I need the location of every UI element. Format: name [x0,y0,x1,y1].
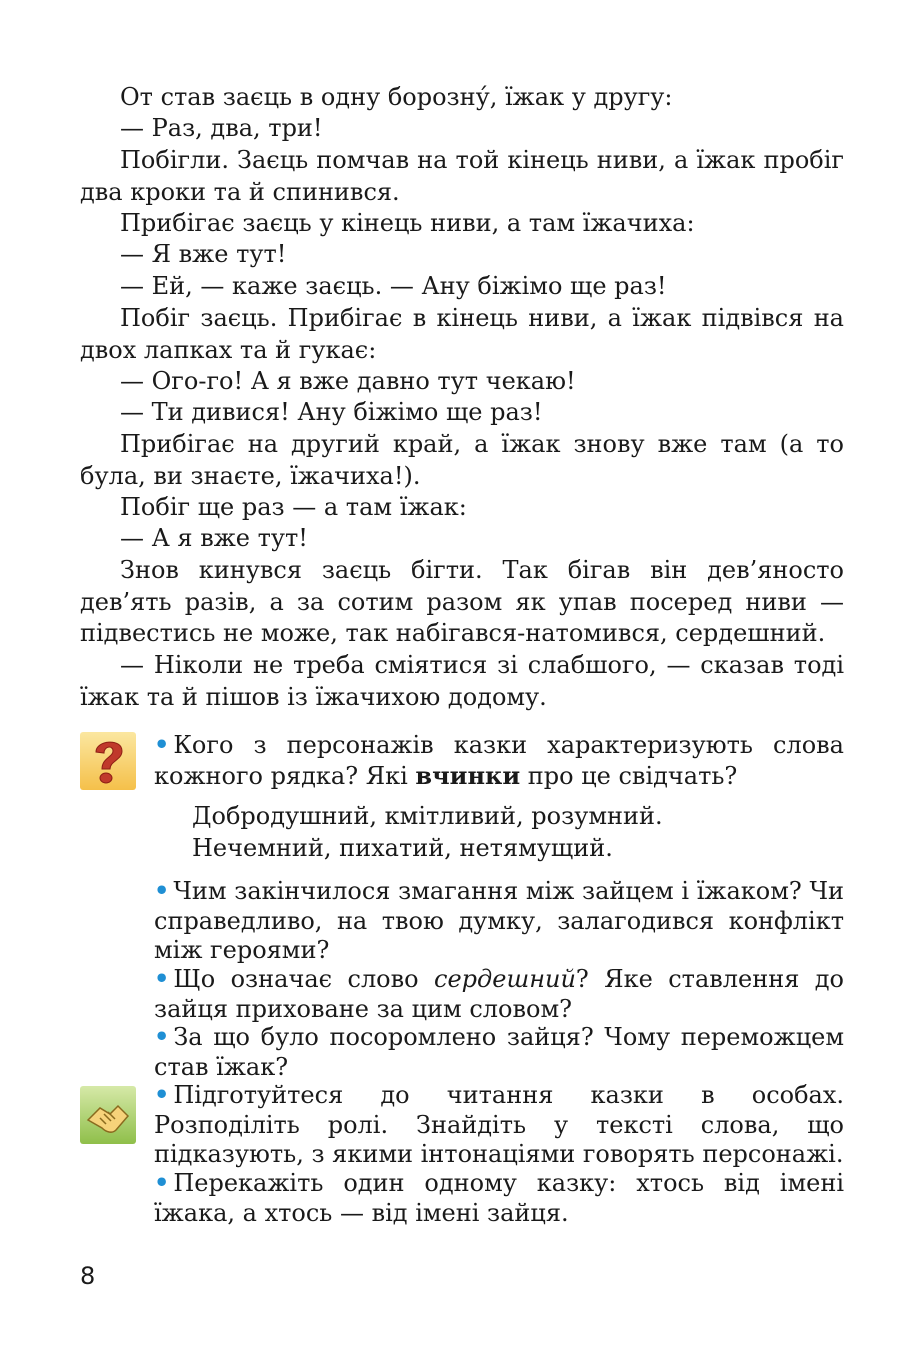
quote-line: Добродушний, кмітливий, розумний. [192,802,663,830]
question-1: • Кого з персонажів казки характеризують слова кожного рядка? Які вчинки про це свідчать? [154,730,844,790]
quote-line: Нечемний, пихатий, нетямущий. [192,834,613,862]
story-line: — А я вже тут! [120,524,308,552]
story-paragraph: Знов кинувся заєць бігти. Так бігав він дев’яносто дев’ять разів, а за сотим разом як упав посеред ниви — підвестись не може, так набігався-натомився, сердешний. [80,556,844,647]
page-number: 8 [80,1262,96,1290]
story-line: — Ей, — каже заєць. — Ану біжімо ще раз! [120,272,667,300]
question-mark-icon [80,732,136,790]
question-3: • Що означає слово сердешний? Яке ставлення до зайця приховане за цим словом? [154,964,845,1023]
question-6: • Перекажіть один одному казку: хтось від імені їжака, а хтось — від імені зайця. [154,1168,844,1227]
bullet-icon: • [154,1080,170,1109]
character-quote-lines [192,800,792,864]
bullet-icon: • [154,964,170,993]
question-2: • Чим закінчилося змагання між зайцем і їжаком? Чи справедливо, на твою думку, залагодився конфлікт між героями? [154,876,844,964]
question-5: • Підготуйтеся до читання казки в особах. Розподіліть ролі. Знайдіть у тексті слова, що підказують, з якими інтонаціями говорять персонажі. [154,1080,844,1168]
story-paragraph: Побігли. Заєць помчав на той кінець ниви, а їжак пробіг два кроки та й спинився. [80,146,844,206]
bullet-icon: • [154,1168,170,1197]
story-line: От став заєць в одну борозну́, їжак у другу: [120,83,673,111]
bullet-icon: • [154,876,170,905]
story-paragraph: Побіг заєць. Прибігає в кінець ниви, а їжак підвівся на двох лапках та й гукає: [80,304,844,364]
story-line: — Ого-го! А я вже давно тут чекаю! [120,367,576,395]
story-line: — Я вже тут! [120,240,287,268]
bullet-icon: • [154,730,170,759]
bullet-icon: • [154,1022,170,1051]
story-line: Прибігає заєць у кінець ниви, а там їжачиха: [120,209,695,237]
story-line: — Раз, два, три! [120,114,323,142]
story-line: Побіг ще раз — а там їжак: [120,493,467,521]
handshake-icon [80,1086,136,1144]
story-paragraph: Прибігає на другий край, а їжак знову вже там (а то була, ви знаєте, їжачиха!). [80,430,844,490]
question-4: • За що було посоромлено зайця? Чому переможцем став їжак? [154,1022,844,1081]
story-paragraph: — Ніколи не треба сміятися зі слабшого, — сказав тоді їжак та й пішов із їжачихою додому. [80,651,844,711]
story-line: — Ти дивися! Ану біжімо ще раз! [120,398,543,426]
